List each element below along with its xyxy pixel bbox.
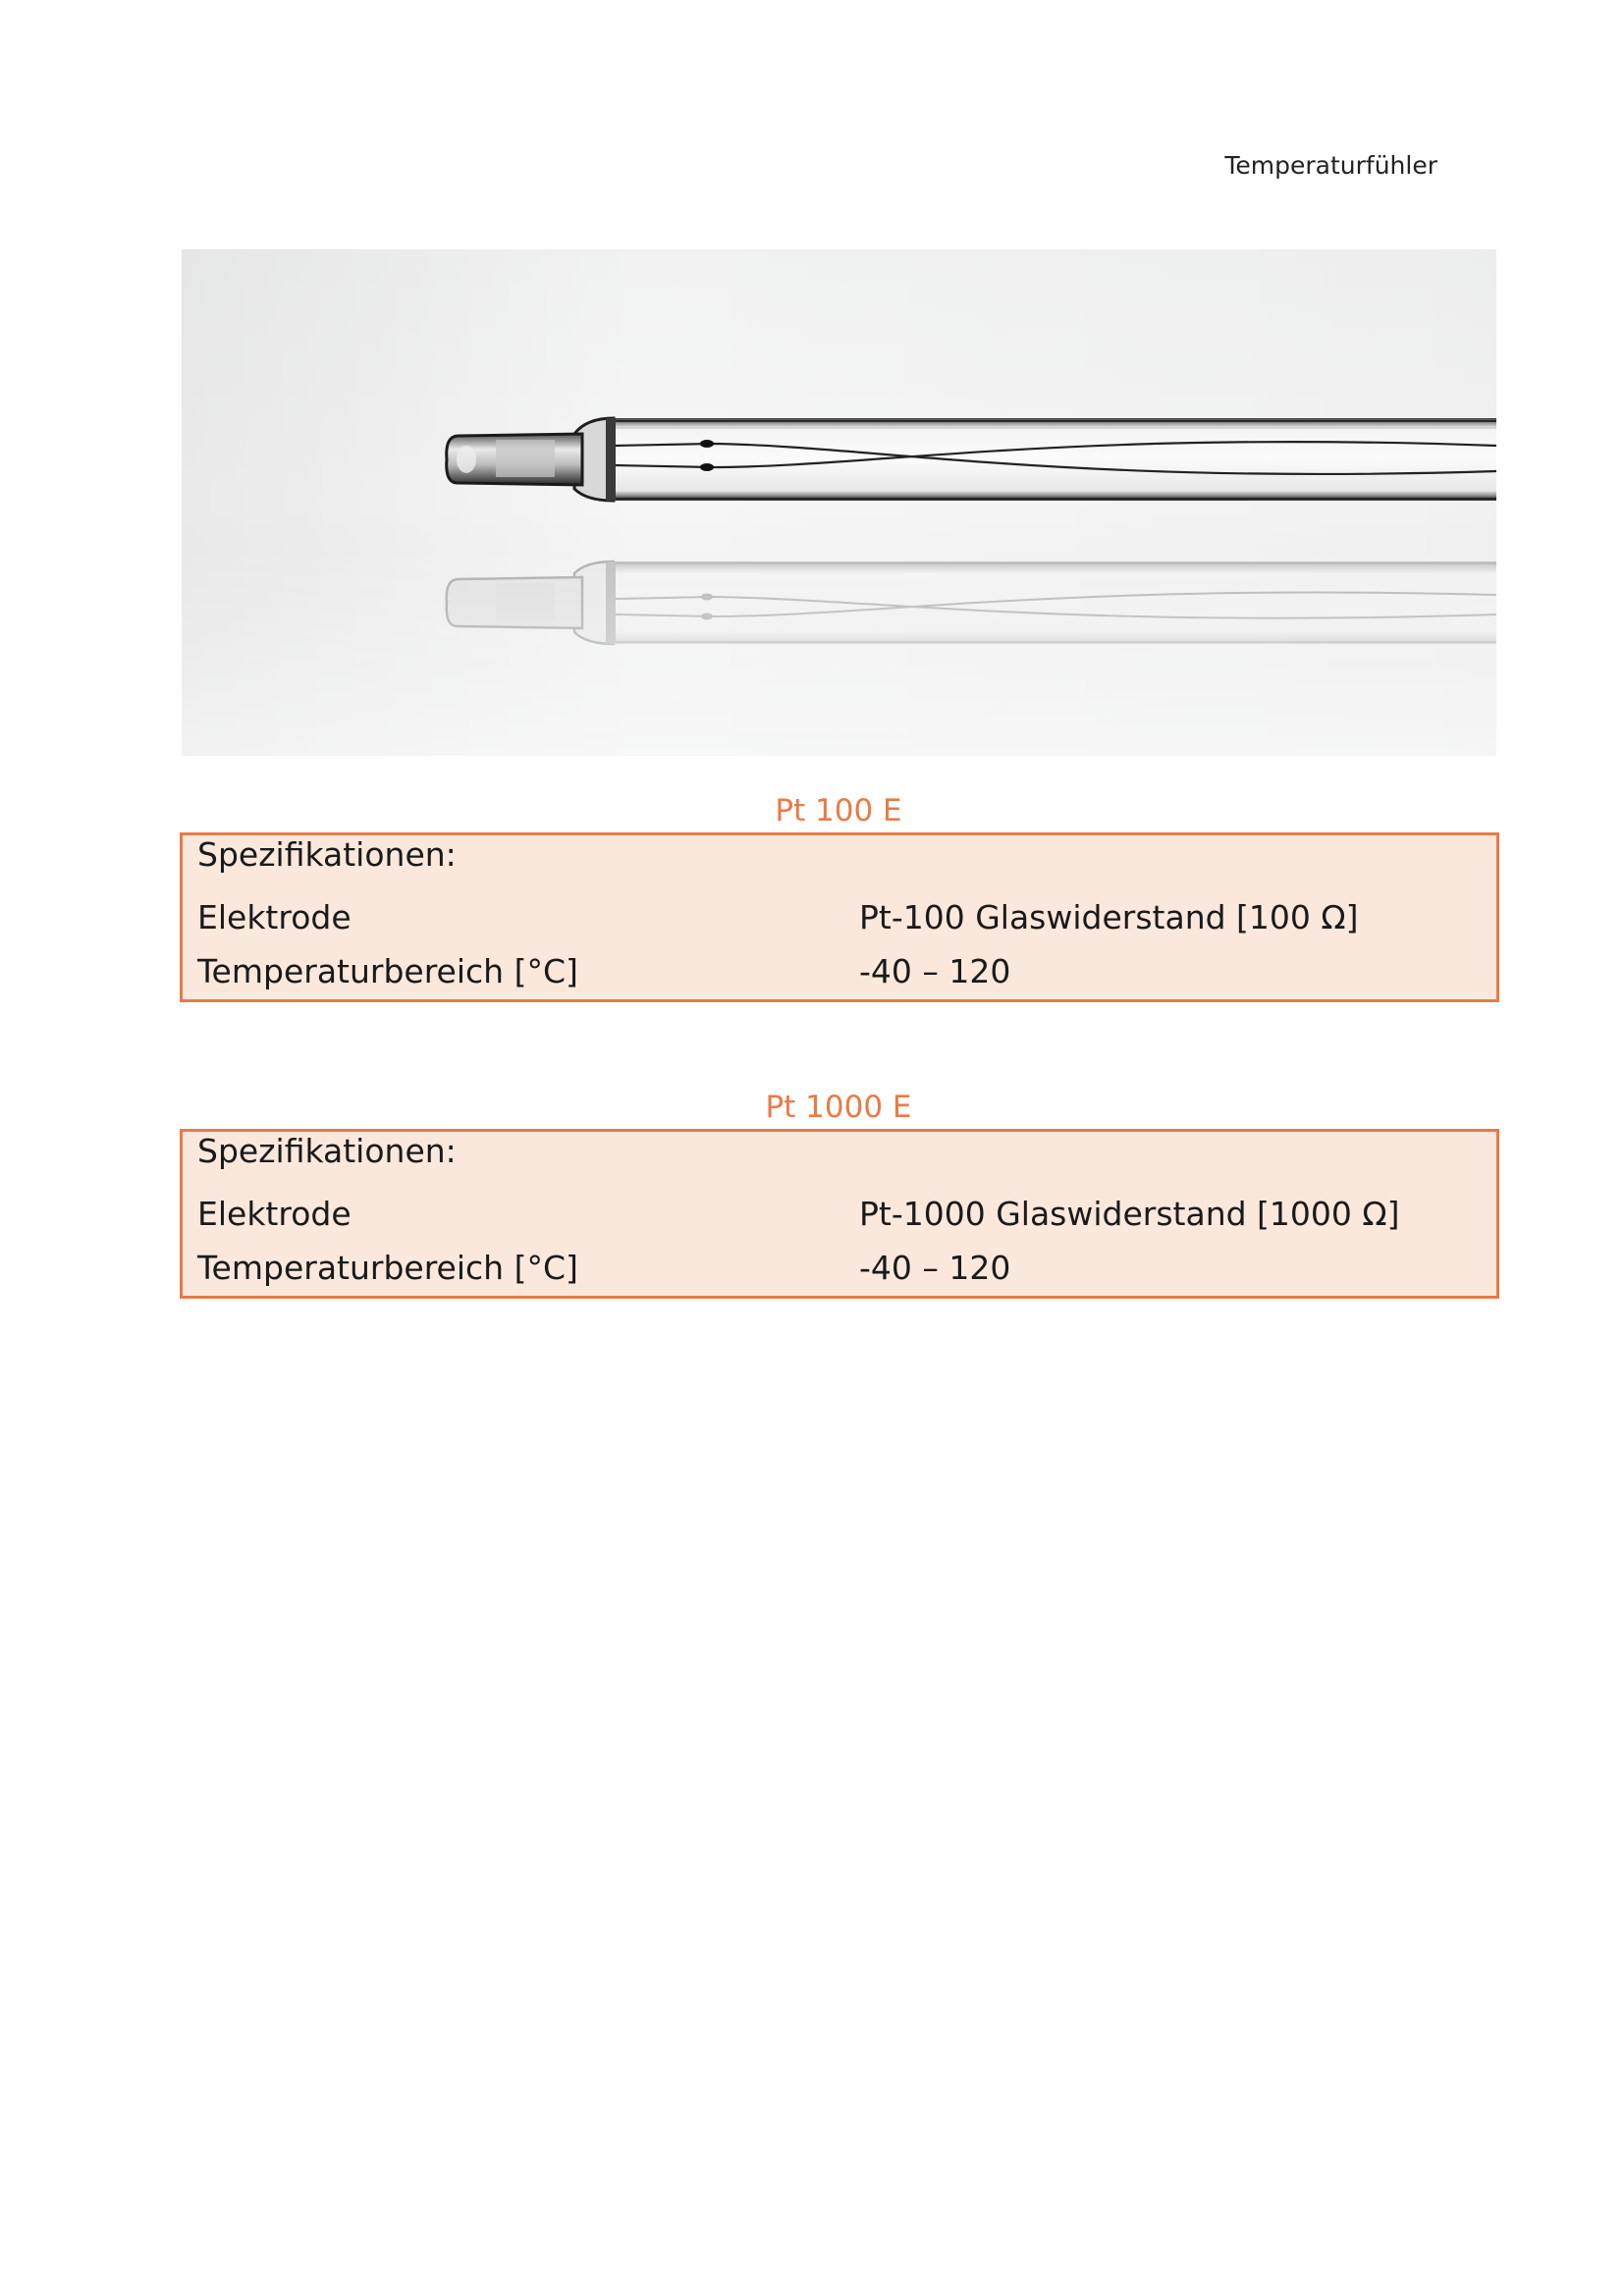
spec-heading: Spezifikationen: [197, 1132, 457, 1170]
spec-label: Elektrode [197, 898, 352, 936]
probe-main [439, 418, 1496, 501]
spec-value: -40 – 120 [859, 952, 1011, 990]
spec-value: Pt-100 Glaswiderstand [100 Ω] [859, 898, 1359, 936]
glass-probe-photo [182, 249, 1496, 756]
product-title-pt1000: Pt 1000 E [765, 1090, 912, 1125]
spec-heading: Spezifikationen: [197, 835, 457, 874]
spec-value: -40 – 120 [859, 1249, 1011, 1287]
spec-label: Temperaturbereich [°C] [197, 1249, 578, 1287]
product-title-pt100: Pt 100 E [775, 793, 902, 828]
page-header-title: Temperaturfühler [1224, 151, 1437, 180]
spec-label: Temperaturbereich [°C] [197, 952, 578, 990]
spec-value: Pt-1000 Glaswiderstand [1000 Ω] [859, 1195, 1400, 1233]
spec-label: Elektrode [197, 1195, 352, 1233]
spec-box-pt1000 [180, 1129, 1499, 1299]
spec-box-pt100 [180, 832, 1499, 1002]
